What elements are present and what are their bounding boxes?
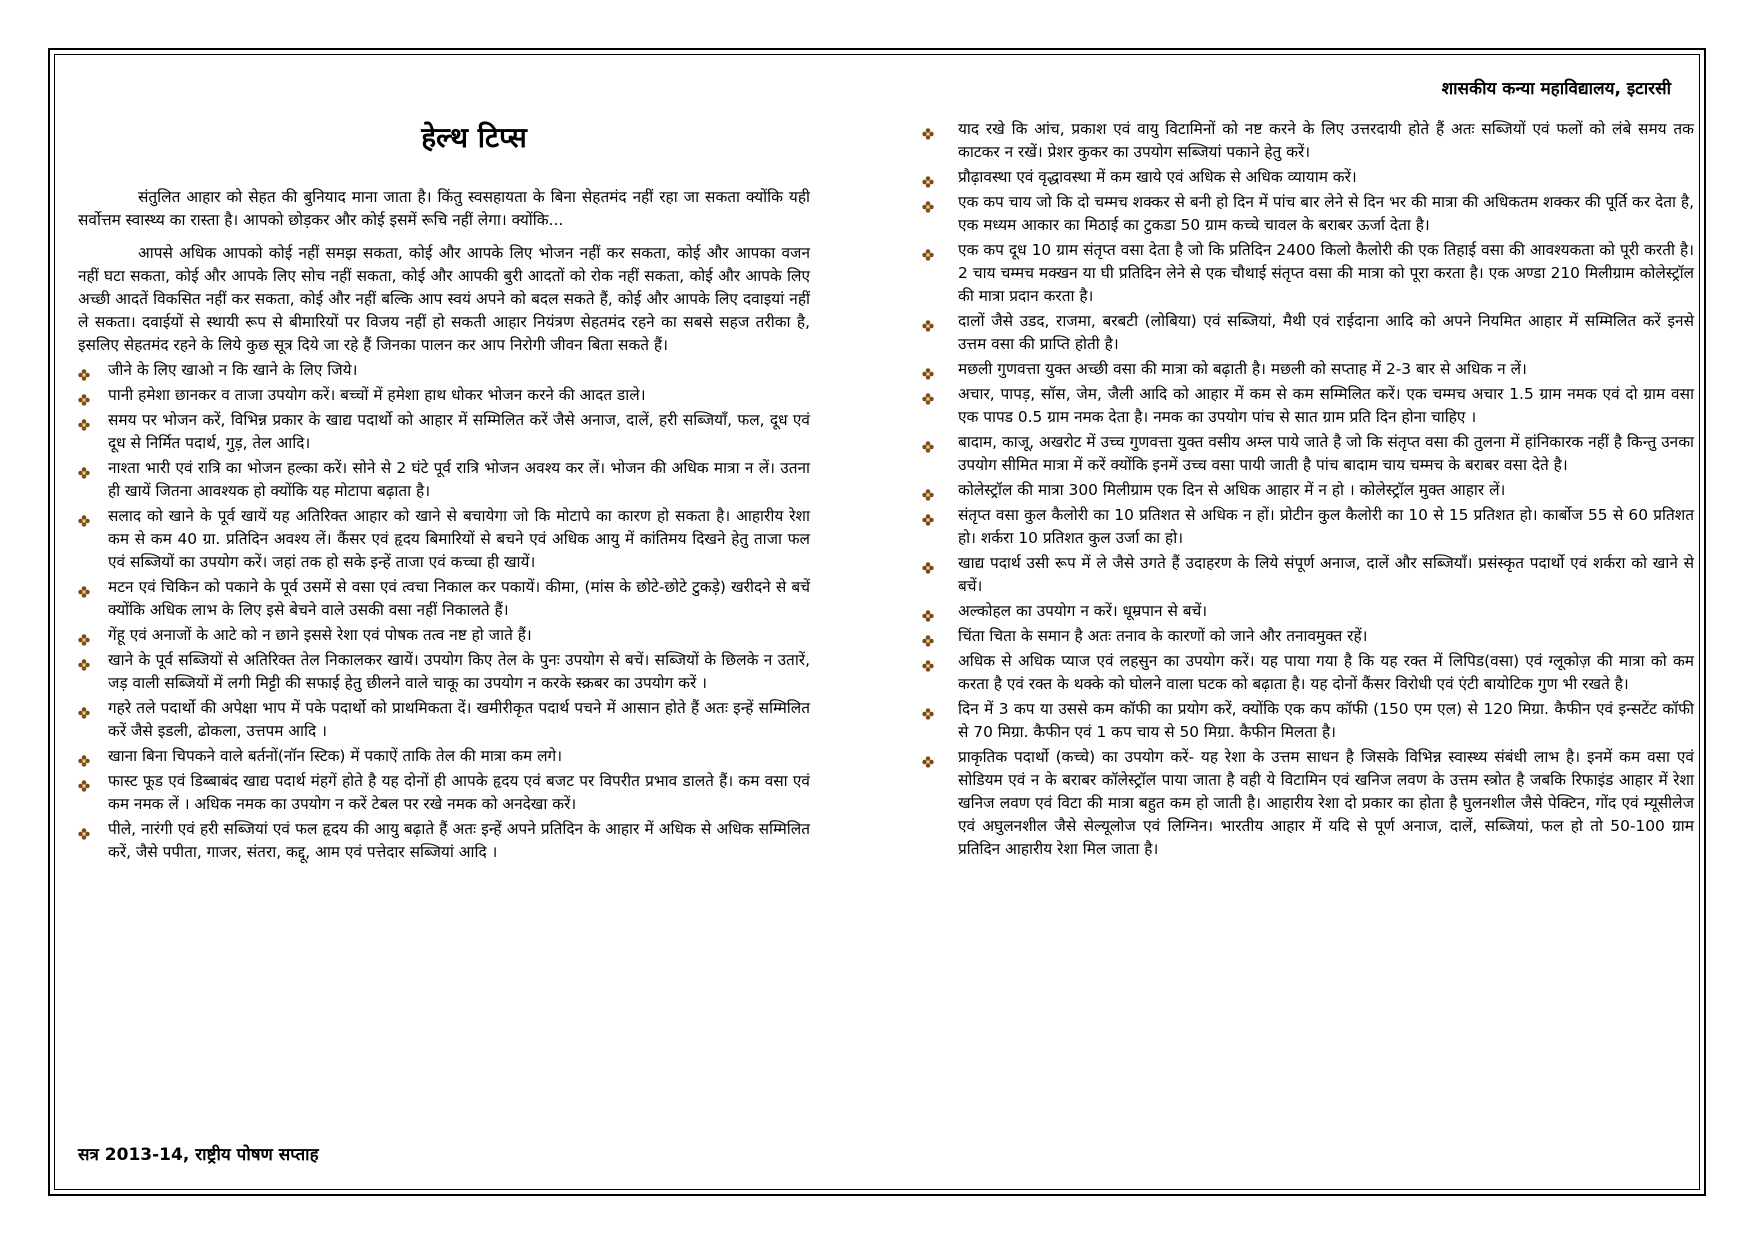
tip-text: गेंहू एवं अनाजों के आटे को न छाने इससे रेशा एवं पोषक तत्व नष्ट हो जाते हैं।	[108, 626, 532, 644]
tip-text: कोलेस्ट्रॉल की मात्रा 300 मिलीग्राम एक दिन से अधिक आहार में न हो । कोलेस्ट्रॉल मुक्त आहार लें।	[958, 481, 1506, 499]
right-tip-1	[922, 118, 1694, 164]
right-column	[922, 118, 1694, 863]
tip-text: खाने के पूर्व सब्जियों से अतिरिक्त तेल निकालकर खायें। उपयोग किए तेल के पुनः उपयोग से बचें। सब्जियों के छिलके न उतारें, जड़ वाली सब्जियों में लगी मिट्टी की सफाई हेतु छीलने वाले चाकू का उपयोग न करके स्क्रबर का उपयोग करें ।	[108, 651, 810, 692]
flower-bullet-icon	[922, 704, 934, 716]
tip-text: फास्ट फूड एवं डिब्बाबंद खाद्य पदार्थ मंहगें होते है यह दोनों ही आपके हृदय एवं बजट पर विपरीत प्रभाव डालते हैं। कम वसा एवं कम नमक लें । अधिक नमक का उपयोग न करें टेबल पर रखे नमक को अनदेखा करें।	[108, 772, 810, 813]
tip-text: दिन में 3 कप या उससे कम कॉफी का प्रयोग करें, क्योंकि एक कप कॉफी (150 एम एल) से 120 मिग्रा. कैफीन एवं इन्सटेंट कॉफी से 70 मिग्रा. कैफीन एवं 1 कप चाय से 50 मिग्रा. कैफीन मिलता है।	[958, 700, 1694, 741]
flower-bullet-icon	[78, 415, 90, 427]
tip-text: प्रौढ़ावस्था एवं वृद्धावस्था में कम खाये एवं अधिक से अधिक व्यायाम करें।	[958, 168, 1357, 186]
right-tip-8	[922, 431, 1694, 477]
flower-bullet-icon	[78, 463, 90, 475]
flower-bullet-icon	[78, 390, 90, 402]
tip-text: अधिक से अधिक प्याज एवं लहसुन का उपयोग करें। यह पाया गया है कि यह रक्त में लिपिड(वसा) एवं ग्लूकोज़ की मात्रा को कम करता है एवं रक्त के थक्के को घोलने वाला घटक को बढ़ाता है। यह दोनों कैंसर विरोधी एवं एंटी बायोटिक गुण भी रखते है।	[958, 652, 1694, 693]
footer-session: सत्र 2013-14, राष्ट्रीय पोषण सप्ताह	[78, 1145, 319, 1165]
right-tip-16	[922, 746, 1694, 861]
flower-bullet-icon	[78, 511, 90, 523]
right-tips-list	[922, 118, 1694, 861]
flower-bullet-icon	[78, 751, 90, 763]
tip-text: जीने के लिए खाओ न कि खाने के लिए जिये।	[108, 361, 358, 379]
left-tip-11	[78, 770, 810, 816]
right-tip-11	[922, 552, 1694, 598]
flower-bullet-icon	[78, 655, 90, 667]
tip-text: पीले, नारंगी एवं हरी सब्जियां एवं फल हृदय की आयु बढ़ाते हैं अतः इन्हें अपने प्रतिदिन के आहार में अधिक से अधिक सम्मिलित करें, जैसे पपीता, गाजर, संतरा, कद्दू, आम एवं पत्तेदार सब्जियां आदि ।	[108, 820, 810, 861]
flower-bullet-icon	[78, 824, 90, 836]
tip-text: दालों जैसे उडद, राजमा, बरबटी (लोबिया) एवं सब्जियां, मैथी एवं राईदाना आदि को अपने नियमित आहार में सम्मिलित करें इनसे उत्तम वसा की प्राप्ति होती है।	[958, 312, 1694, 353]
flower-bullet-icon	[922, 656, 934, 668]
left-tip-4	[78, 457, 810, 503]
left-tip-9	[78, 697, 810, 743]
left-tip-1	[78, 359, 810, 382]
flower-bullet-icon	[922, 197, 934, 209]
tip-text: समय पर भोजन करें, विभिन्न प्रकार के खाद्य पदार्थो को आहार में सम्मिलित करें जैसे अनाज, दालें, हरी सब्जियाँ, फल, दूध एवं दूध से निर्मित पदार्थ, गुड़, तेल आदि।	[108, 411, 810, 452]
tip-text: नाश्ता भारी एवं रात्रि का भोजन हल्का करें। सोने से 2 घंटे पूर्व रात्रि भोजन अवश्य कर लें। भोजन की अधिक मात्रा न लें। उतना ही खायें जितना आवश्यक हो क्योंकि यह मोटापा बढ़ाता है।	[108, 459, 810, 500]
tip-text: खाना बिना चिपकने वाले बर्तनों(नॉन स्टिक) में पकाऐं ताकि तेल की मात्रा कम लगे।	[108, 747, 563, 765]
tip-text: सलाद को खाने के पूर्व खायें यह अतिरिक्त आहार को खाने से बचायेगा जो कि मोटापे का कारण हो सकता है। आहारीय रेशा कम से कम 40 ग्रा. प्रतिदिन अवश्य लें। कैंसर एवं हृदय बिमारियों से बचने एवं अधिक आयु में कांतिमय दिखने हेतु ताजा फल एवं सब्जियों का उपयोग करें। जहां तक हो सके इन्हें ताजा एवं कच्चा ही खायें।	[108, 507, 810, 571]
tip-text: प्राकृतिक पदार्थो (कच्चे) का उपयोग करें- यह रेशा के उत्तम साधन है जिसके विभिन्न स्वास्थ्य संबंधी लाभ है। इनमें कम वसा एवं सोडियम एवं न के बराबर कॉलेस्ट्रॉल पाया जाता है वही ये विटामिन एवं खनिज लवण के उत्तम स्त्रोत है जबकि रिफाइंड आहार में रेशा खनिज लवण एवं विटा की मात्रा बहुत कम हो जाती है। आहारीय रेशा दो प्रकार का होता है घुलनशील जैसे पेक्टिन, गोंद एवं म्यूसीलेज एवं अघुलनशील जैसे सेल्यूलोज एवं लिग्निन। भारतीय आहार में यदि से पूर्ण अनाज, दालें, सब्जियां, फल हो तो 50-100 ग्राम प्रतिदिन आहारीय रेशा मिल जाता है।	[958, 748, 1694, 858]
flower-bullet-icon	[922, 631, 934, 643]
left-tip-10	[78, 745, 810, 768]
flower-bullet-icon	[78, 776, 90, 788]
flower-bullet-icon	[922, 606, 934, 618]
left-tips-list	[78, 359, 810, 864]
tip-text: मटन एवं चिकिन को पकाने के पूर्व उसमें से वसा एवं त्वचा निकाल कर पकायें। कीमा, (मांस के छोटे-छोटे टुकड़े) खरीदने से बचें क्योंकि अधिक लाभ के लिए इसे बेचने वाले उसकी वसा नहीं निकालते हैं।	[108, 578, 810, 619]
left-column	[78, 118, 810, 866]
tip-text: संतृप्त वसा कुल कैलोरी का 10 प्रतिशत से अधिक न हों। प्रोटीन कुल कैलोरी का 10 से 15 प्रतिशत हो। कार्बोज 55 से 60 प्रतिशत हो। शर्करा 10 प्रतिशत कुल उर्जा का हो।	[958, 506, 1694, 547]
right-tip-2	[922, 166, 1694, 189]
right-tip-4	[922, 239, 1694, 308]
intro-paragraph-1: संतुलित आहार को सेहत की बुनियाद माना जाता है। किंतु स्वसहायता के बिना सेहतमंद नहीं रहा जा सकता क्योंकि यही सर्वोत्तम स्वास्थ्य का रास्ता है। आपको छोड़कर और कोई इसमें रूचि नहीं लेगा। क्योंकि...	[78, 188, 810, 229]
right-tip-14	[922, 650, 1694, 696]
flower-bullet-icon	[922, 245, 934, 257]
college-name: शासकीय कन्या महाविद्यालय, इटारसी	[1441, 79, 1671, 99]
right-tip-10	[922, 504, 1694, 550]
page-title: हेल्थ टिप्स	[421, 121, 527, 154]
flower-bullet-icon	[922, 752, 934, 764]
left-tip-7	[78, 624, 810, 647]
flower-bullet-icon	[922, 172, 934, 184]
right-tip-9	[922, 479, 1694, 502]
flower-bullet-icon	[78, 703, 90, 715]
flower-bullet-icon	[922, 437, 934, 449]
right-tip-6	[922, 358, 1694, 381]
flower-bullet-icon	[78, 630, 90, 642]
tip-text: अल्कोहल का उपयोग न करें। धूम्रपान से बचें।	[958, 602, 1208, 620]
tip-text: पानी हमेशा छानकर व ताजा उपयोग करें। बच्चों में हमेशा हाथ धोकर भोजन करने की आदत डाले।	[108, 386, 646, 404]
tip-text: चिंता चिता के समान है अतः तनाव के कारणों को जाने और तनावमुक्त रहें।	[958, 627, 1368, 645]
flower-bullet-icon	[922, 364, 934, 376]
flower-bullet-icon	[922, 389, 934, 401]
right-tip-3	[922, 191, 1694, 237]
left-tip-5	[78, 505, 810, 574]
tip-text: खाद्य पदार्थ उसी रूप में ले जैसे उगते हैं उदाहरण के लिये संपूर्ण अनाज, दालें और सब्जियाँ। प्रसंस्कृत पदार्थो एवं शर्करा को खाने से बचें।	[958, 554, 1694, 595]
left-tip-2	[78, 384, 810, 407]
flower-bullet-icon	[78, 582, 90, 594]
left-tip-12	[78, 818, 810, 864]
flower-bullet-icon	[922, 485, 934, 497]
tip-text: याद रखे कि आंच, प्रकाश एवं वायु विटामिनों को नष्ट करने के लिए उत्तरदायी होते हैं अतः सब्जियों एवं फलों को लंबे समय तक काटकर न रखें। प्रेशर कुकर का उपयोग सब्जियां पकाने हेतु करें।	[958, 120, 1694, 161]
tip-text: बादाम, काजू, अखरोट में उच्च गुणवत्ता युक्त वसीय अम्ल पाये जाते है जो कि संतृप्त वसा की तुलना में हांनिकारक नहीं है किन्तु उनका उपयोग सीमित मात्रा में करें क्योंकि इनमें उच्च वसा पायी जाती है पांच बादाम चाय चम्मच के बराबर वसा देते है।	[958, 433, 1694, 474]
tip-text: एक कप चाय जो कि दो चम्मच शक्कर से बनी हो दिन में पांच बार लेने से दिन भर की मात्रा की अधिकतम शक्कर की पूर्ति कर देता है, एक मध्यम आकार का मिठाई का टुकडा 50 ग्राम कच्चे चावल के बराबर ऊर्जा देता है।	[958, 193, 1694, 234]
tip-text: मछली गुणवत्ता युक्त अच्छी वसा की मात्रा को बढ़ाती है। मछली को सप्ताह में 2-3 बार से अधिक न लें।	[958, 360, 1527, 378]
right-tip-15	[922, 698, 1694, 744]
right-tip-13	[922, 625, 1694, 648]
left-tip-8	[78, 649, 810, 695]
right-tip-12	[922, 600, 1694, 623]
flower-bullet-icon	[922, 124, 934, 136]
flower-bullet-icon	[922, 510, 934, 522]
left-tip-3	[78, 409, 810, 455]
tip-text: एक कप दूध 10 ग्राम संतृप्त वसा देता है जो कि प्रतिदिन 2400 किलो कैलोरी की एक तिहाई वसा की आवश्यकता को पूरी करती है। 2 चाय चम्मच मक्खन या घी प्रतिदिन लेने से एक चौथाई संतृप्त वसा की मात्रा को पूरा करता है। एक अण्डा 210 मिलीग्राम कोलेस्ट्रॉल की मात्रा प्रदान करता है।	[958, 241, 1694, 305]
tip-text: अचार, पापड़, सॉस, जेम, जैली आदि को आहार में कम से कम सम्मिलित करें। एक चम्मच अचार 1.5 ग्राम नमक एवं दो ग्राम वसा एक पापड 0.5 ग्राम नमक देता है। नमक का उपयोग पांच से सात ग्राम प्रति दिन होना चाहिए ।	[958, 385, 1694, 426]
left-tip-6	[78, 576, 810, 622]
flower-bullet-icon	[78, 365, 90, 377]
intro-paragraph-2: आपसे अधिक आपको कोई नहीं समझ सकता, कोई और आपके लिए भोजन नहीं कर सकता, कोई और आपका वजन नहीं घटा सकता, कोई और आपके लिए सोच नहीं सकता, कोई और आपकी बुरी आदतों को रोक नहीं सकता, कोई और आपके लिए अच्छी आदतें विकसित नहीं कर सकता, कोई और नहीं बल्कि आप स्वयं अपने को बदल सकते हैं, कोई और आपके लिए दवाइयां नहीं ले सकता। दवाईयों से स्थायी रूप से बीमारियों पर विजय नहीं हो सकती आहार नियंत्रण सेहतमंद रहने का सबसे सहज तरीका है, इसलिए सेहतमंद रहने के लिये कुछ सूत्र दिये जा रहे हैं जिनका पालन कर आप निरोगी जीवन बिता सकते हैं।	[78, 244, 810, 354]
flower-bullet-icon	[922, 316, 934, 328]
right-tip-5	[922, 310, 1694, 356]
flower-bullet-icon	[922, 558, 934, 570]
right-tip-7	[922, 383, 1694, 429]
tip-text: गहरे तले पदार्थो की अपेक्षा भाप में पके पदार्थो को प्राथमिकता दें। खमीरीकृत पदार्थ पचने में आसान होते हैं अतः इन्हें सम्मिलित करें जैसे इडली, ढोकला, उत्तपम आदि ।	[108, 699, 810, 740]
